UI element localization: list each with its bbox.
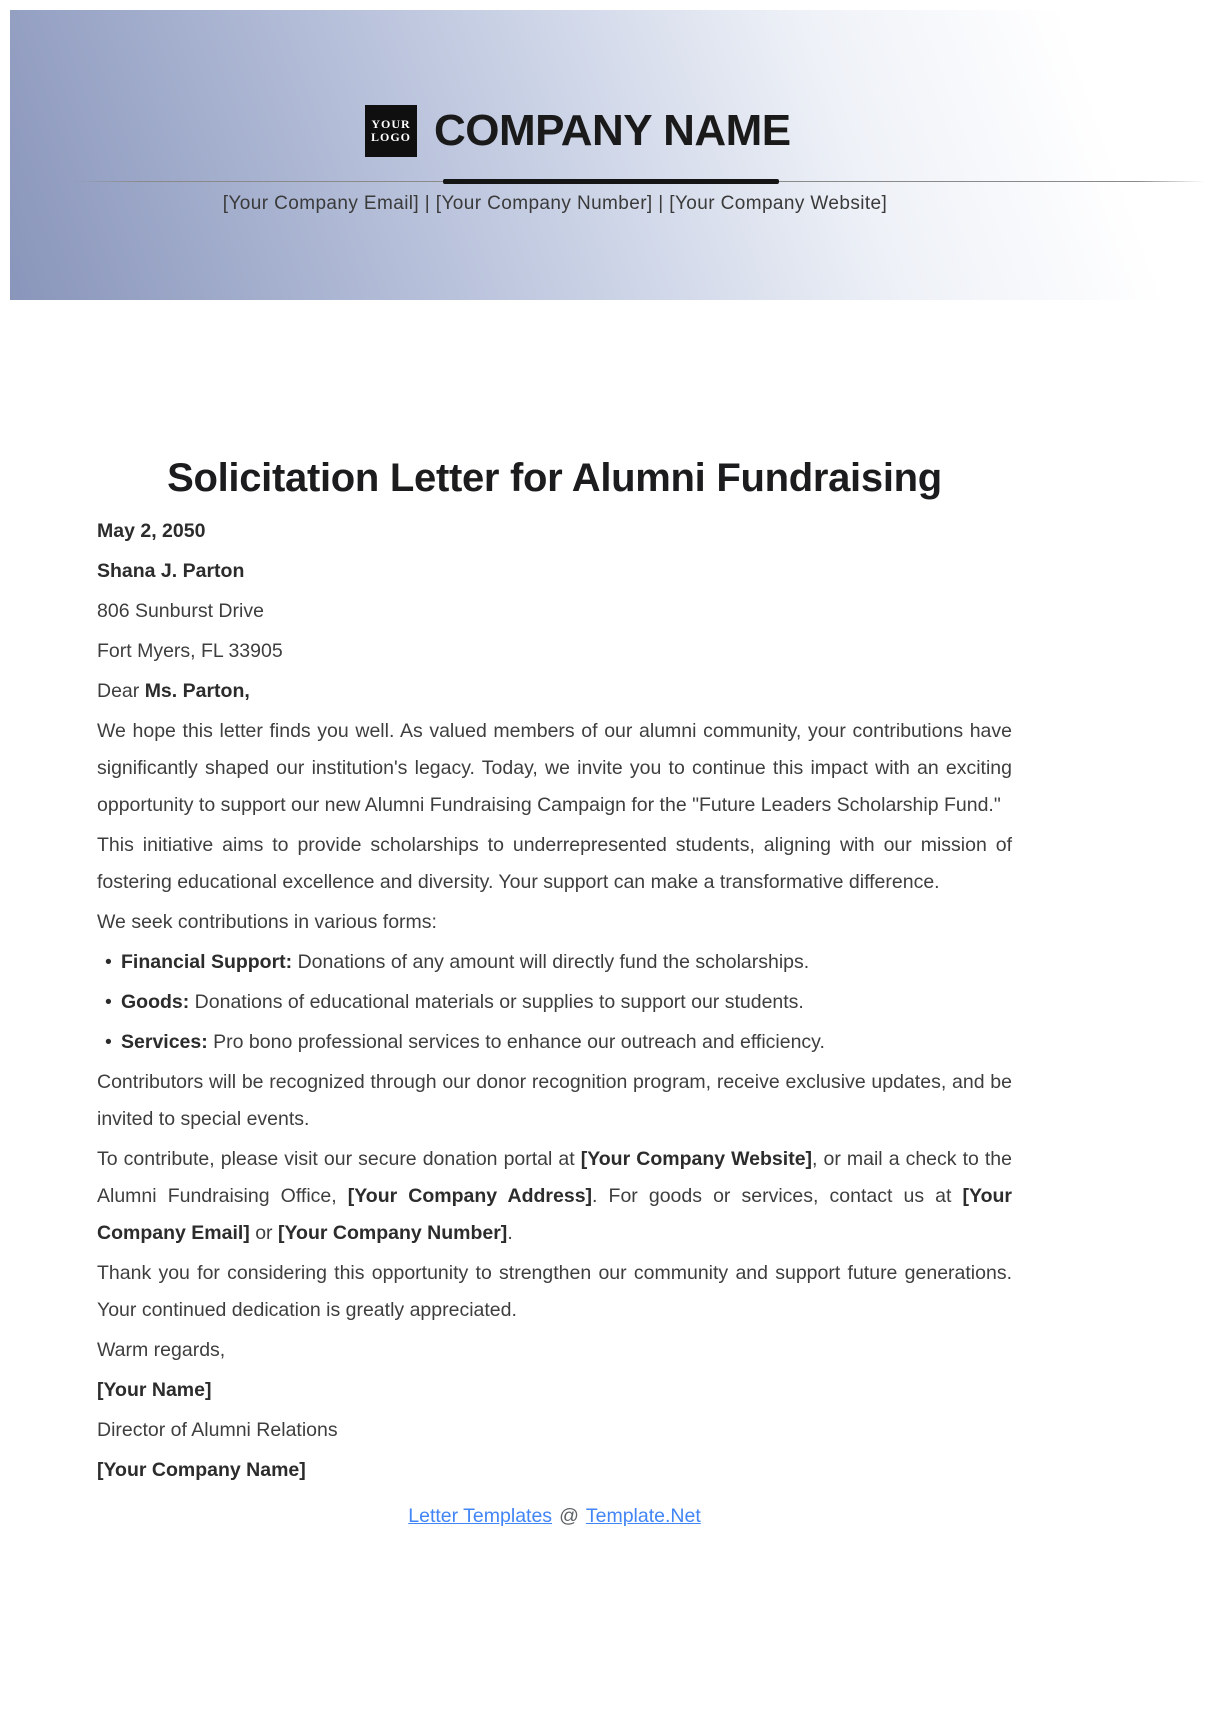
date-text: May 2, 2050 (97, 520, 206, 542)
paragraph-thanks: Thank you for considering this opportunity to strengthen our community and support future generations. Your continued dedication is greatly appreciated. (97, 1262, 1012, 1321)
list-item-services (97, 1024, 1012, 1061)
recipient-name-text: Shana J. Parton (97, 560, 245, 582)
page-footer (97, 1498, 1012, 1535)
paragraph-opening: We hope this letter finds you well. As valued members of our alumni community, your contributions have significantly shaped our institution's legacy. Today, we invite you to continue this impact with an exciting opportunity to support our new Alumni Fundraising Campaign for the "Future Leaders Scholarship Fund." (97, 720, 1012, 816)
contribution-list (97, 944, 1012, 1061)
company-address-placeholder: [Your Company Address] (347, 1185, 593, 1207)
recipient-address-line1: 806 Sunburst Drive (97, 600, 264, 622)
bullet-text: Pro bono professional services to enhance our outreach and efficiency. (207, 1031, 825, 1053)
signature-role: Director of Alumni Relations (97, 1419, 338, 1441)
brand-row (365, 105, 791, 157)
company-email-placeholder: [Your Company Email] (97, 1185, 1012, 1244)
logo-text-line2: LOGO (370, 130, 411, 144)
footer-separator: @ (559, 1505, 579, 1527)
letter-title: Solicitation Letter for Alumni Fundraising (167, 456, 942, 500)
bullet-label: Financial Support: (121, 951, 293, 973)
paragraph-contribute (97, 1141, 1012, 1252)
recipient-address-line2: Fort Myers, FL 33905 (97, 640, 283, 662)
bullet-label: Goods: (121, 991, 190, 1013)
signature-company-text: [Your Company Name] (97, 1459, 306, 1481)
header-divider-accent (443, 179, 779, 184)
company-contact-line: [Your Company Email] | [Your Company Number] | [Your Company Website] (222, 193, 888, 214)
logo-text-line1: YOUR (371, 117, 411, 131)
closing-regards: Warm regards, (97, 1339, 226, 1361)
signature-company (97, 1452, 1012, 1489)
bullet-text: Donations of educational materials or supplies to support our students. (189, 991, 804, 1013)
company-name: COMPANY NAME (434, 106, 791, 155)
letter-templates-link[interactable]: Letter Templates (408, 1505, 553, 1527)
signature-name (97, 1372, 1012, 1409)
header-divider (72, 181, 1205, 182)
letter-date (97, 513, 1012, 550)
list-intro: We seek contributions in various forms: (97, 911, 437, 933)
paragraph-recognition: Contributors will be recognized through our donor recognition program, receive exclusive updates, and be invited to special events. (97, 1071, 1012, 1130)
salutation-prefix: Dear (97, 680, 145, 702)
contribute-seg-0: To contribute, please visit our secure donation portal at (97, 1148, 581, 1170)
list-item-goods (97, 984, 1012, 1021)
company-website-placeholder: [Your Company Website] (580, 1148, 813, 1170)
signature-name-text: [Your Name] (97, 1379, 212, 1401)
recipient-name (97, 553, 1012, 590)
list-item-financial-support (97, 944, 1012, 981)
bullet-label: Services: (121, 1031, 208, 1053)
company-logo (365, 105, 417, 157)
letterhead (10, 10, 1220, 300)
letter-content (97, 455, 1012, 1535)
template-net-link[interactable]: Template.Net (585, 1505, 701, 1527)
company-number-placeholder: [Your Company Number] (277, 1222, 508, 1244)
salutation-name: Ms. Parton, (144, 680, 250, 702)
bullet-text: Donations of any amount will directly fund the scholarships. (292, 951, 810, 973)
paragraph-initiative: This initiative aims to provide scholarships to underrepresented students, aligning with our mission of fostering educational excellence and diversity. Your support can make a transformative difference. (97, 834, 1012, 893)
contribute-seg-6: or (249, 1222, 278, 1244)
salutation (97, 673, 1012, 710)
contribute-seg-4: . For goods or services, contact us at (592, 1185, 963, 1207)
contribute-seg-8: . (507, 1222, 513, 1244)
contribute-seg-2: , or mail a check to the Alumni Fundraising Office, (97, 1148, 1012, 1207)
